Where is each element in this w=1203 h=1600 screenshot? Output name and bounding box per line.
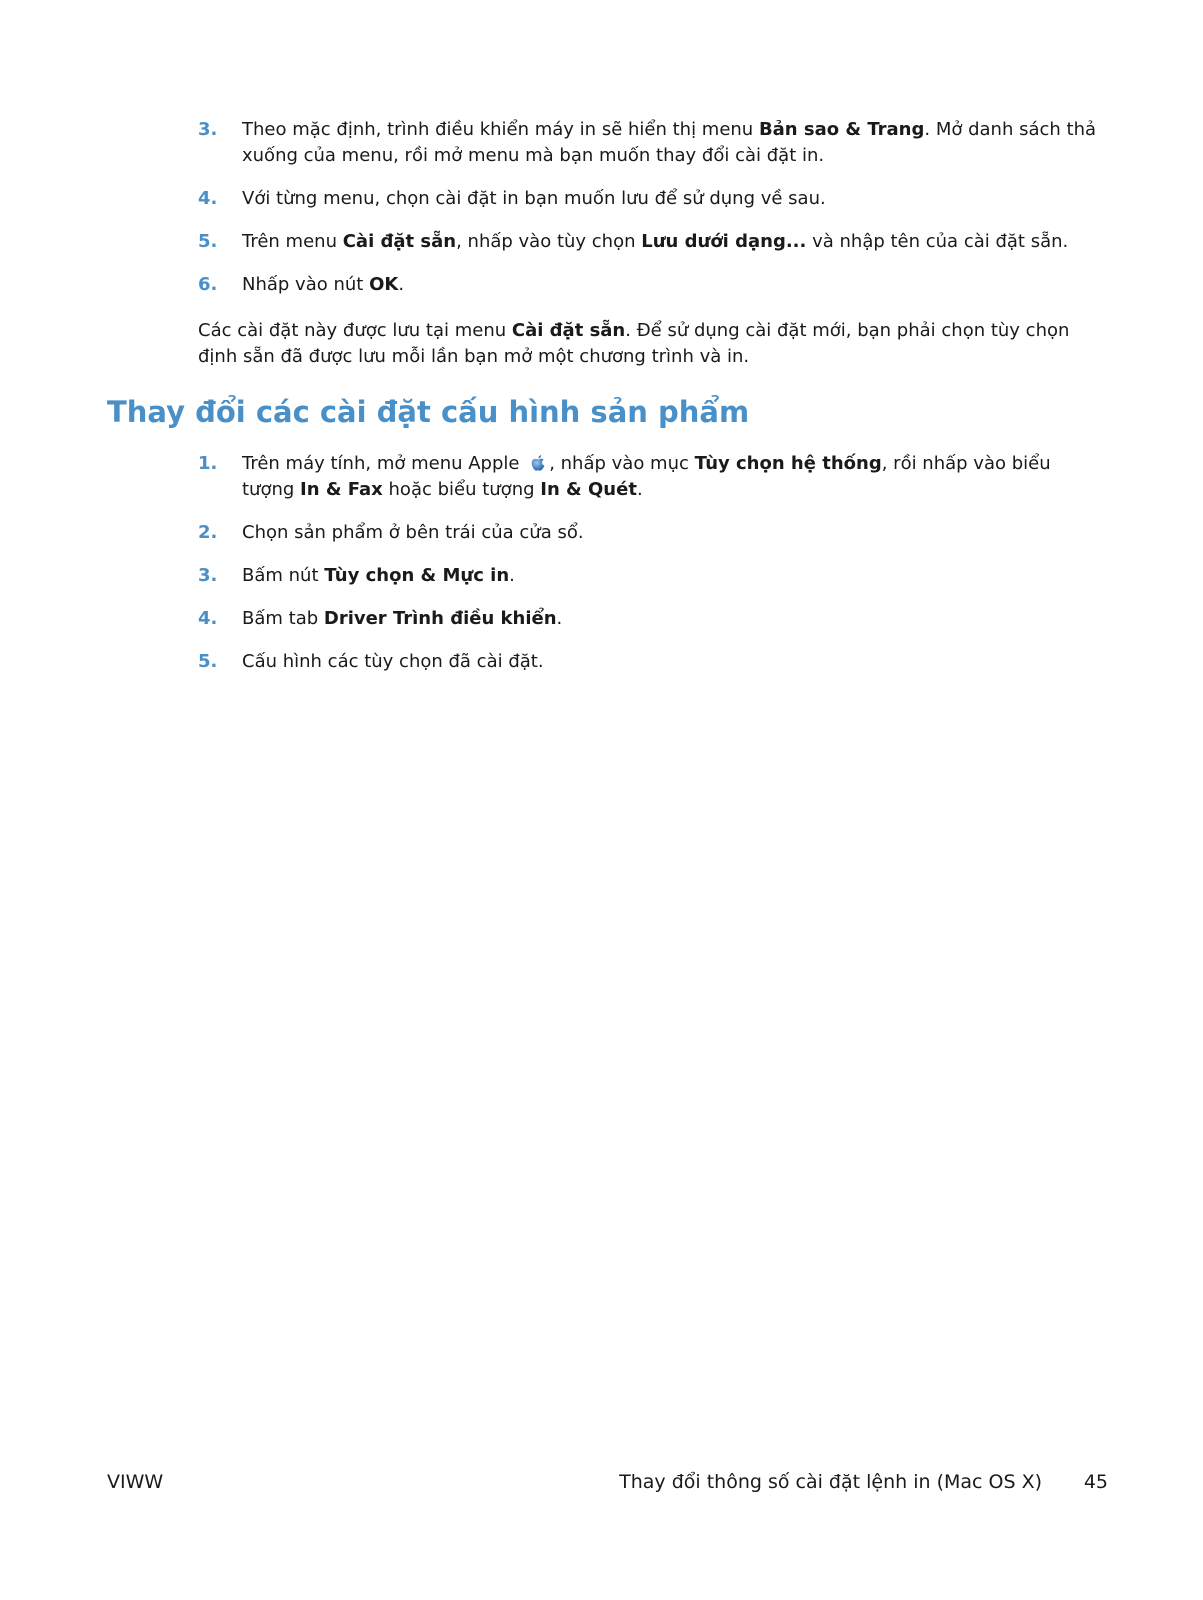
step-number: 1. [198,453,218,474]
steps-list-first [198,117,1098,315]
step-text: Trên máy tính, mở menu Apple , nhấp vào mục Tùy chọn hệ thống, rồi nhấp vào biểu tượng In & Fax hoặc biểu tượng In & Quét. [242,453,1051,500]
list-item [198,563,1098,589]
step-text: Với từng menu, chọn cài đặt in bạn muốn lưu để sử dụng về sau. [242,188,826,209]
step-number: 4. [198,188,218,209]
step-text: Bấm nút Tùy chọn & Mực in. [242,565,515,586]
step-number: 5. [198,231,218,252]
list-item [198,229,1098,255]
step-number: 3. [198,119,218,140]
step-number: 2. [198,522,218,543]
step-number: 5. [198,651,218,672]
step-number: 4. [198,608,218,629]
list-item [198,649,1098,675]
list-item [198,272,1098,298]
step-text: Bấm tab Driver Trình điều khiển. [242,608,563,629]
step-text: Nhấp vào nút OK. [242,274,405,295]
step-text: Theo mặc định, trình điều khiển máy in sẽ hiển thị menu Bản sao & Trang. Mở danh sách thả xuống của menu, rồi mở menu mà bạn muốn thay đổi cài đặt in. [242,119,1097,166]
page-number: 45 [1083,1471,1108,1493]
list-item [198,451,1098,503]
step-text: Cấu hình các tùy chọn đã cài đặt. [242,651,544,672]
steps-list-second [198,451,1098,692]
footer-title: Thay đổi thông số cài đặt lệnh in (Mac OS X) [619,1471,1042,1493]
page-footer [107,1470,1108,1494]
footer-label: VIWW [107,1471,164,1493]
list-item [198,117,1098,169]
step-text: Trên menu Cài đặt sẵn, nhấp vào tùy chọn Lưu dưới dạng... và nhập tên của cài đặt sẵn. [242,231,1069,252]
step-number: 3. [198,565,218,586]
step-text: Chọn sản phẩm ở bên trái của cửa sổ. [242,522,584,543]
list-item [198,606,1098,632]
list-item [198,520,1098,546]
section-heading: Thay đổi các cài đặt cấu hình sản phẩm [107,395,750,429]
body-paragraph: Các cài đặt này được lưu tại menu Cài đặt sẵn. Để sử dụng cài đặt mới, bạn phải chọn tùy chọn định sẵn đã được lưu mỗi lần bạn mở một chương trình và in. [198,320,1070,367]
list-item [198,186,1098,212]
apple-icon [529,454,547,472]
step-number: 6. [198,274,218,295]
